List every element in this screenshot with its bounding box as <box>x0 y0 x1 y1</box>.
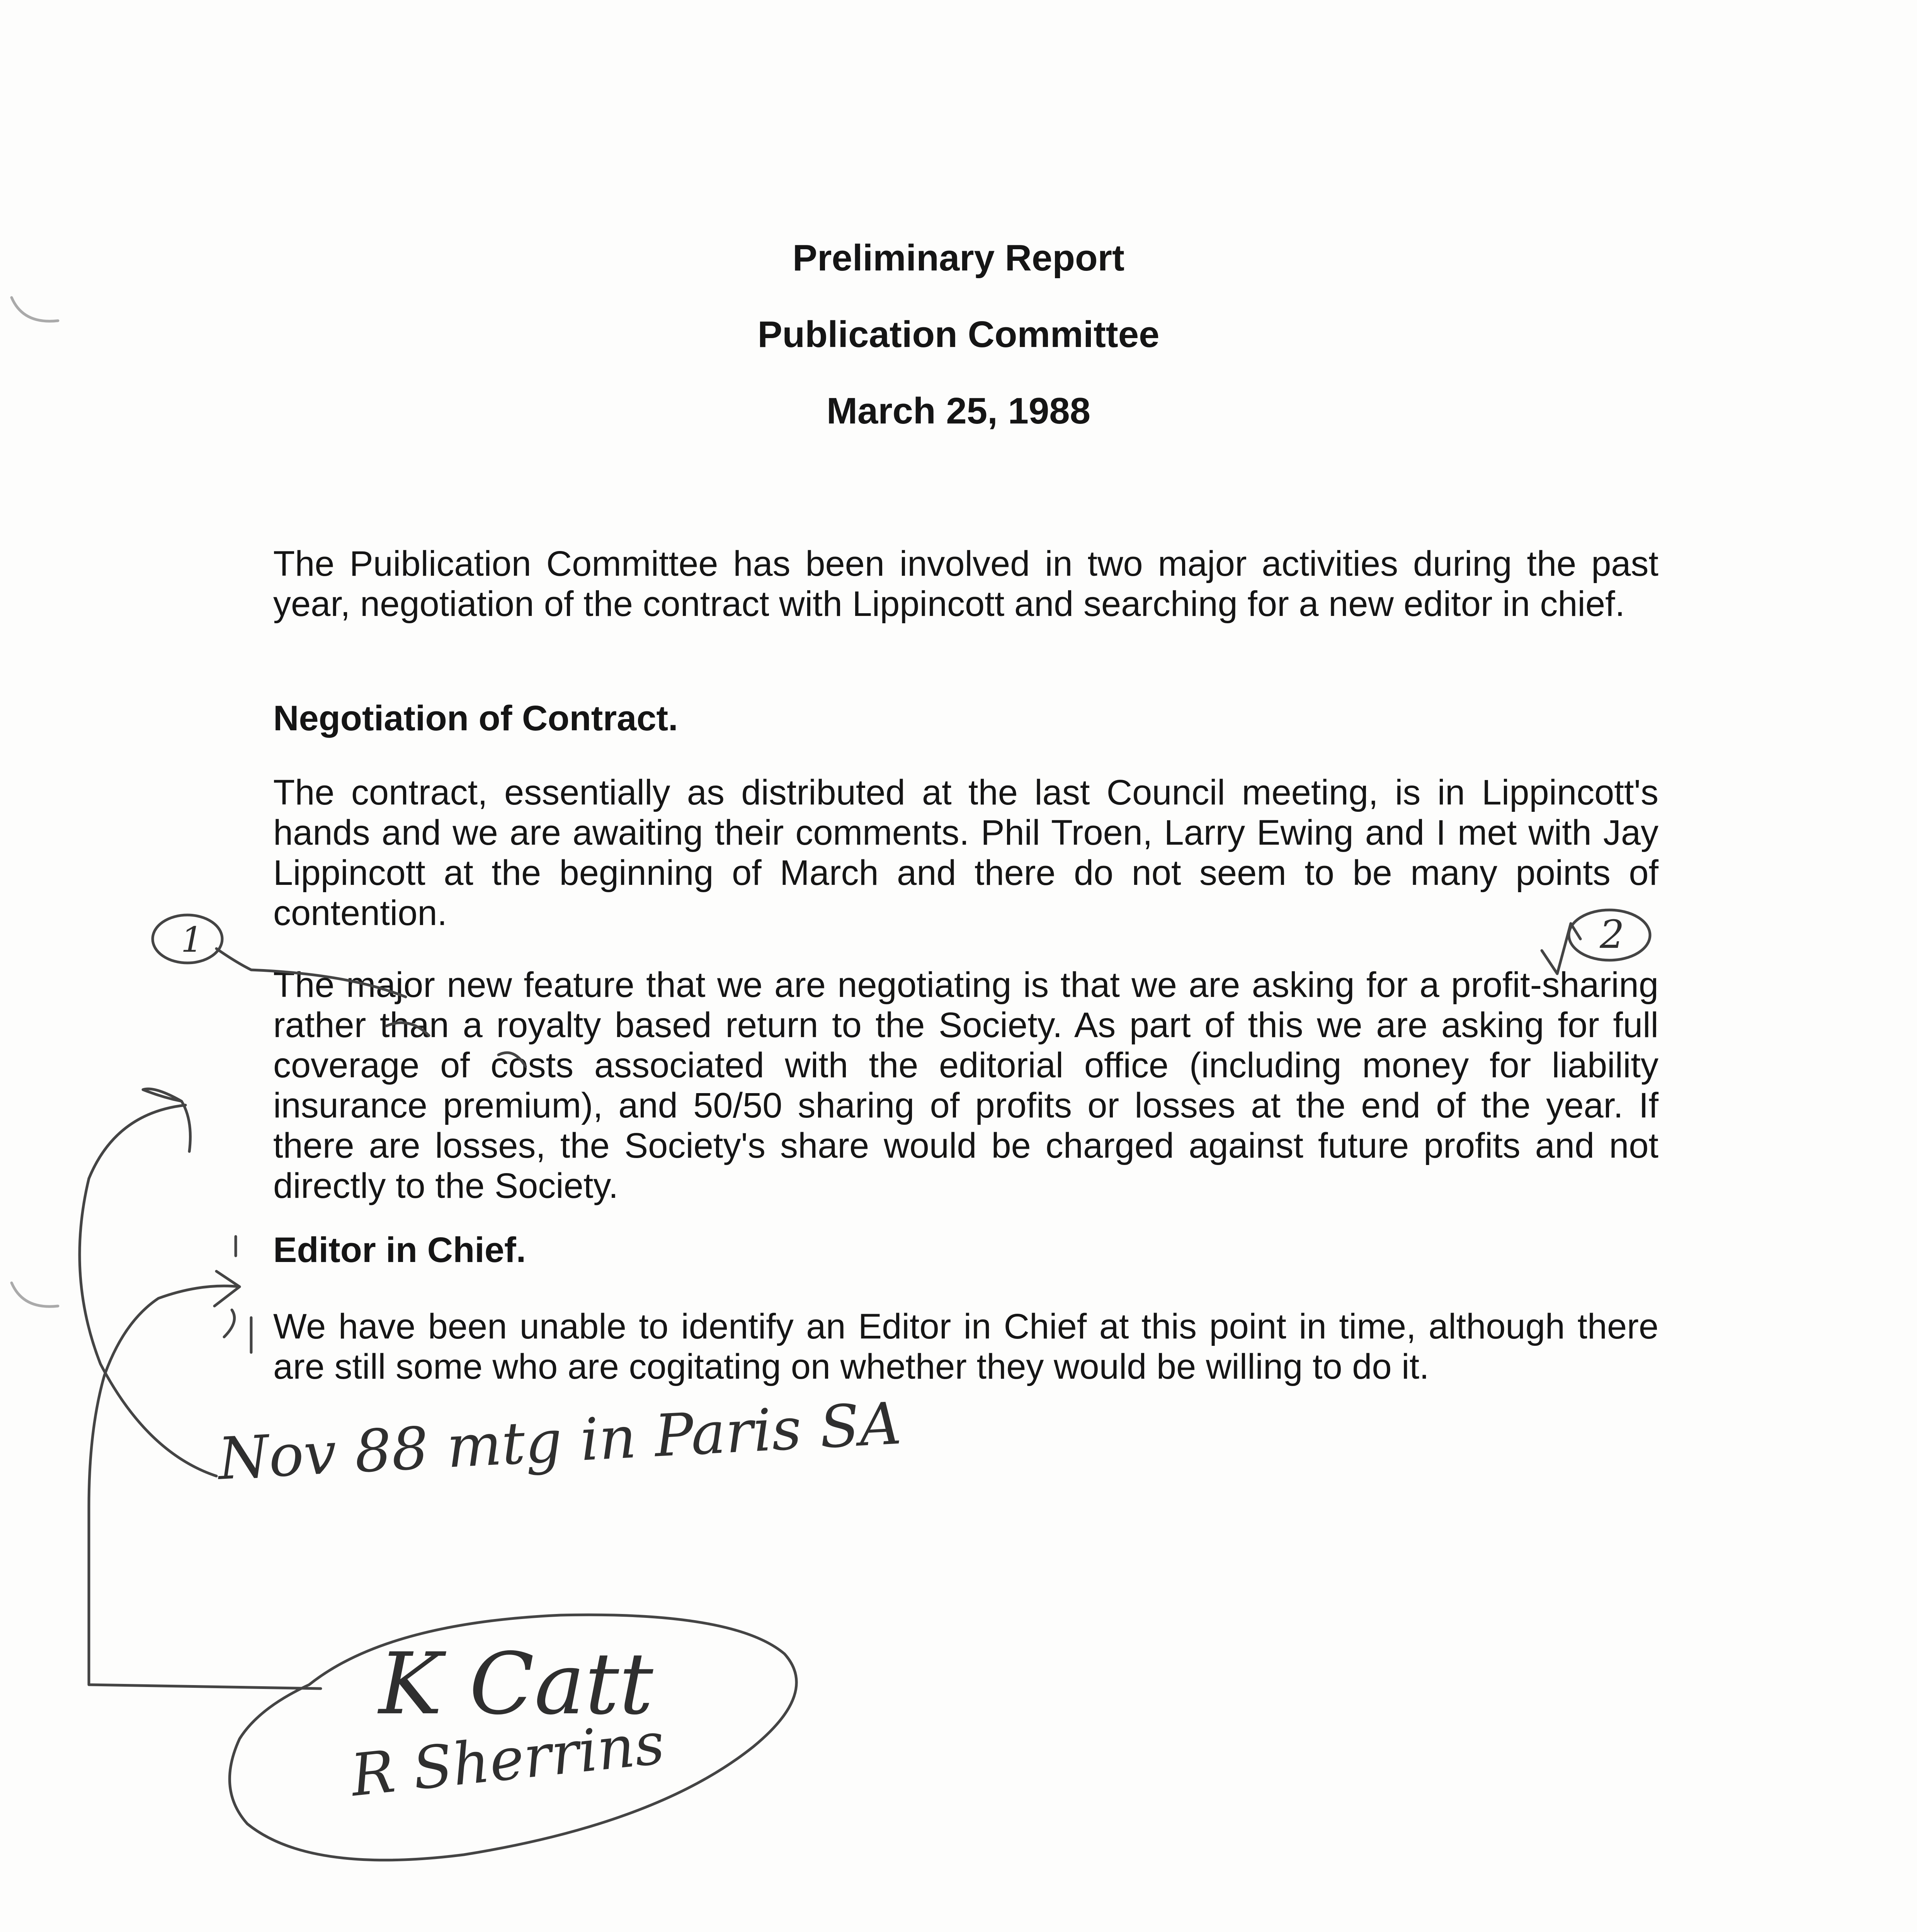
arrow-head <box>224 1310 235 1337</box>
edit-mark <box>498 1053 526 1066</box>
arrow-head <box>214 1271 240 1306</box>
contract-paragraph-1: The contract, essentially as distributed at the last Council meeting, is in Lippincott's hands and we are awaiting their comments. Phil Troen, Larry Ewing and I met with Jay Lippincott at the beginning of March and there do not seem to be many points of contention. <box>273 773 1658 933</box>
report-date: March 25, 1988 <box>826 390 1091 432</box>
report-title: Preliminary Report <box>793 237 1124 279</box>
handwritten-name-sherrins: R Sherrins <box>348 1709 668 1810</box>
section-heading-contract: Negotiation of Contract. <box>273 699 678 738</box>
binder-hole-mark <box>12 1283 58 1306</box>
intro-paragraph: The Puiblication Committee has been involved in two major activities during the past year, negotiation of the contract with Lippincott and searching for a new editor in chief. <box>273 544 1658 624</box>
committee-name: Publication Committee <box>757 314 1160 355</box>
handwritten-meeting-note: Nov 88 mtg in Paris SA <box>216 1390 903 1493</box>
bracket-line <box>80 1105 216 1476</box>
leader-line <box>216 949 406 997</box>
section-heading-editor: Editor in Chief. <box>273 1230 526 1270</box>
edit-mark <box>386 1023 429 1036</box>
circle-1-label: 1 <box>181 920 203 960</box>
arrow-head <box>143 1089 191 1151</box>
handwritten-name-catt: K Catt <box>379 1634 653 1733</box>
editor-paragraph: We have been unable to identify an Editor in Chief at this point in time, although there are still some who are cogitating on whether they would be willing to do it. <box>273 1307 1658 1386</box>
binder-hole-mark <box>12 298 58 321</box>
contract-paragraph-2: The major new feature that we are negotiating is that we are asking for a profit-sharing rather than a royalty based return to the Society. As part of this we are asking for full coverage of costs associated with the editorial office (including money for liability insurance premium), and 50/50 sharing of profits or losses at the end of the year. If there are losses, the Society's share would be charged against future profits and not directly to the Society. <box>273 965 1658 1206</box>
circle-2-label: 2 <box>1600 912 1624 957</box>
